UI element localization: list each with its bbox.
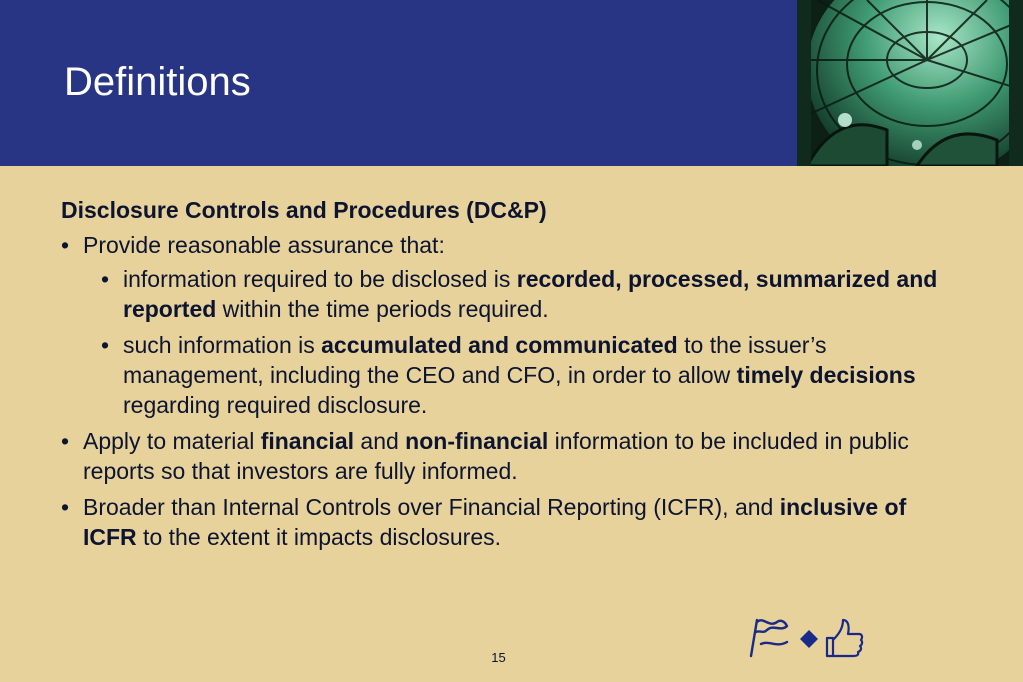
slide-title: Definitions (64, 60, 251, 104)
stained-glass-dome-image (797, 0, 1023, 166)
text-run: information required to be disclosed is (123, 266, 517, 292)
bold-run: accumulated and communicated (321, 332, 678, 358)
text-run: and (354, 428, 406, 454)
page-number-text: 15 (491, 650, 506, 665)
bullet-text: Provide reasonable assurance that: (83, 232, 445, 258)
text-run: information to be included in public reports so that investors are fully informed. (83, 428, 909, 484)
text-run: such information is (123, 332, 322, 358)
bullet-material-information (61, 426, 951, 486)
bullet-reasonable-assurance (61, 230, 951, 260)
bold-run: recorded, processed, summarized and reported (123, 266, 938, 322)
section-heading: Disclosure Controls and Procedures (DC&P) (61, 197, 547, 223)
diamond-icon (800, 630, 818, 648)
bullet-broader-than-icfr (61, 492, 951, 552)
bold-run: inclusive of ICFR (83, 494, 907, 550)
text-run: regarding required disclosure. (123, 392, 428, 418)
page-number (0, 650, 1023, 665)
text-run: Apply to material (83, 428, 261, 454)
bold-run: non-financial (405, 428, 549, 454)
text-run: to the extent it impacts disclosures. (136, 524, 501, 550)
text-run: within the time periods required. (216, 296, 549, 322)
slide-body (61, 197, 951, 558)
bold-run: timely decisions (736, 362, 916, 388)
text-run: to the issuer’s management, including the CEO and CFO, in order to allow (123, 332, 827, 388)
text-run: Broader than Internal Controls over Financial Reporting (ICFR), and (83, 494, 780, 520)
bold-run: financial (260, 428, 355, 454)
sub-bullet-recorded (101, 264, 951, 324)
sub-bullet-accumulated (101, 330, 951, 420)
